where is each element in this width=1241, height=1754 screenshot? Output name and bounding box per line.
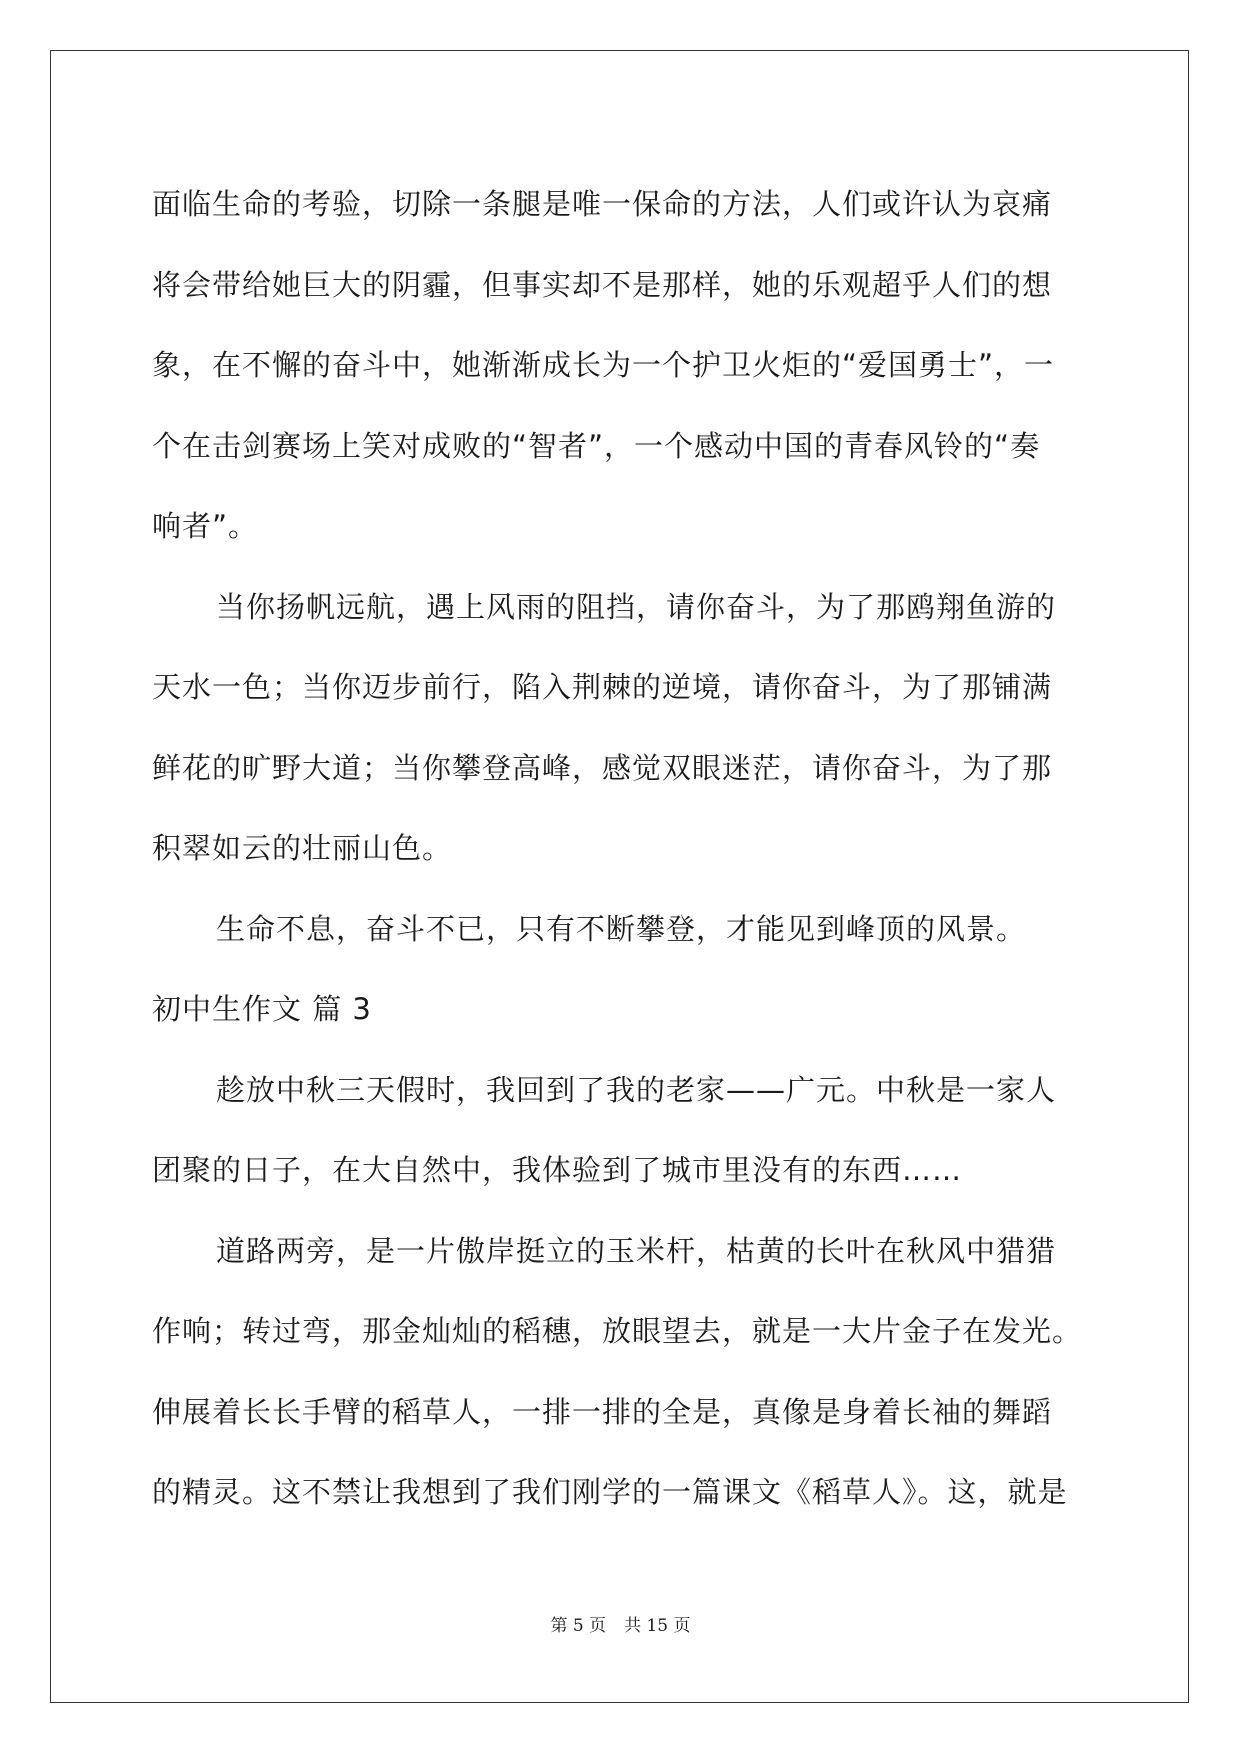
text-line-9: 积翠如云的壮丽山色。 <box>152 831 453 865</box>
text-line-10: 生命不息，奋斗不已，只有不断攀登，才能见到峰顶的风景。 <box>216 911 1027 946</box>
page-total: 共 15 页 <box>624 1616 691 1636</box>
text-line-7: 天水一色；当你迈步前行，陷入荆棘的逆境，请你奋斗，为了那铺满 <box>152 670 1053 704</box>
text-line-2: 将会带给她巨大的阴霾，但事实却不是那样，她的乐观超乎人们的想 <box>152 267 1053 302</box>
text-line-12: 趁放中秋三天假时，我回到了我的老家——广元。中秋是一家人 <box>216 1072 1057 1107</box>
text-line-1: 面临生命的考验，切除一条腿是唯一保命的方法，人们或许认为哀痛 <box>152 187 1053 221</box>
text-line-4: 个在击剑赛场上笑对成败的“智者”，一个感动中国的青春风铃的“奏 <box>152 428 1041 463</box>
text-line-13: 团聚的日子，在大自然中，我体验到了城市里没有的东西…… <box>152 1153 963 1187</box>
text-line-8: 鲜花的旷野大道；当你攀登高峰，感觉双眼迷茫，请你奋斗，为了那 <box>152 750 1053 785</box>
text-line-17: 的精灵。这不禁让我想到了我们刚学的一篇课文《稻草人》。这，就是 <box>152 1475 1068 1509</box>
document-body <box>152 164 1092 1533</box>
page-number: 第 5 页 <box>550 1616 607 1636</box>
text-line-3: 象，在不懈的奋斗中，她渐渐成长为一个护卫火炬的“爱国勇士”，一 <box>152 348 1055 382</box>
text-line-5: 响者”。 <box>152 509 259 543</box>
text-line-16: 伸展着长长手臂的稻草人，一排一排的全是，真像是身着长袖的舞蹈 <box>152 1394 1053 1429</box>
text-line-14: 道路两旁，是一片傲岸挺立的玉米杆，枯黄的长叶在秋风中猎猎 <box>216 1233 1057 1268</box>
text-line-15: 作响；转过弯，那金灿灿的稻穗，放眼望去，就是一大片金子在发光。 <box>152 1314 1083 1348</box>
page-footer <box>0 1611 1241 1636</box>
section-heading: 初中生作文 篇 3 <box>152 992 372 1026</box>
text-line-6: 当你扬帆远航，遇上风雨的阻挡，请你奋斗，为了那鸥翔鱼游的 <box>216 589 1057 624</box>
